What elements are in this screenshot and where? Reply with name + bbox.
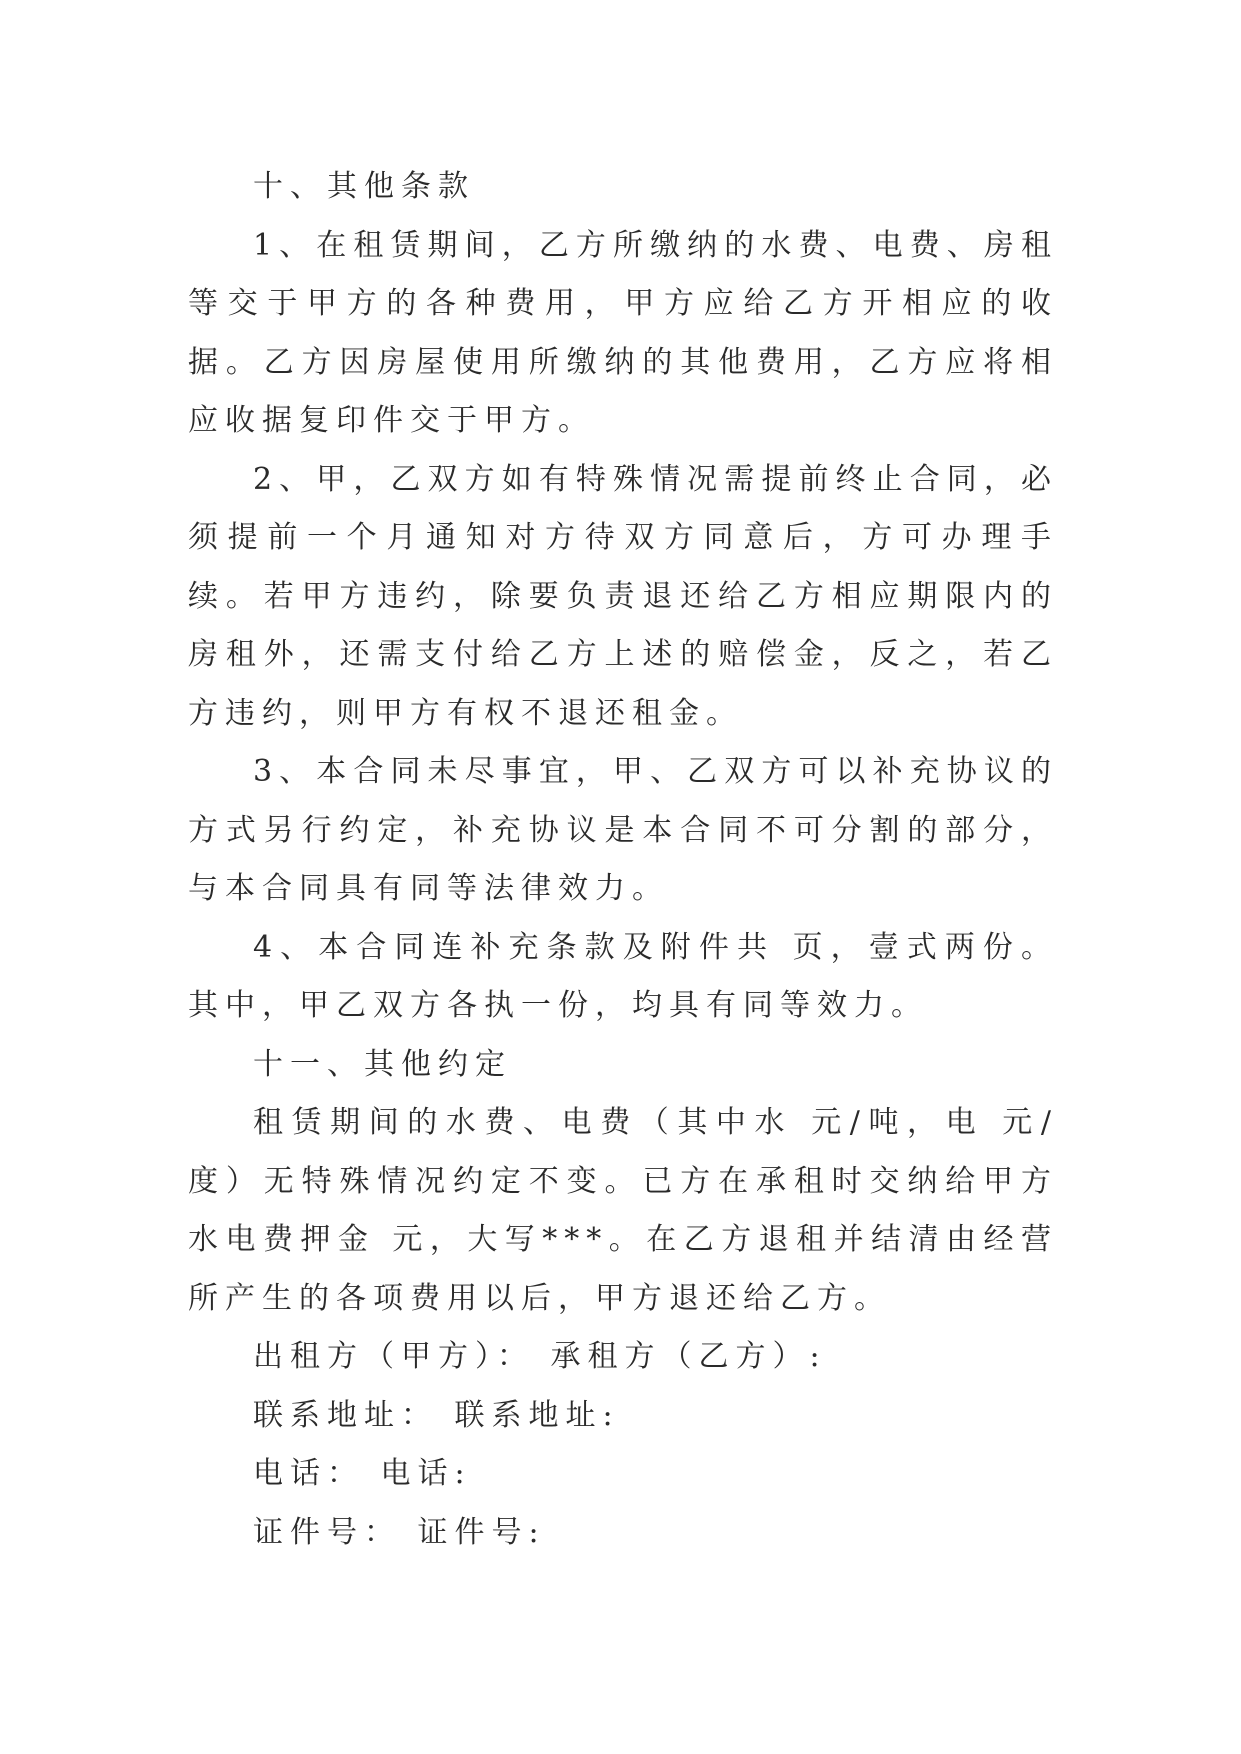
- clause-4-paragraph: 4、本合同连补充条款及附件共 页，壹式两份。其中，甲乙双方各执一份，均具有同等效力。: [188, 929, 1058, 1023]
- signature-line-phone: 电话： 电话:: [253, 1456, 472, 1491]
- utilities-deposit-paragraph: 租赁期间的水费、电费（其中水 元/吨，电 元/度）无特殊情况约定不变。已方在承租时交纳给甲方水电费押金 元，大写***。在乙方退租并结清由经营所产生的各项费用以后，甲方退还给乙方。: [188, 1105, 1058, 1316]
- clause-3-paragraph: 3、本合同未尽事宜，甲、乙双方可以补充协议的方式另行约定，补充协议是本合同不可分割的部分，与本合同具有同等法律效力。: [188, 754, 1058, 906]
- document-body: [188, 158, 1058, 1562]
- section-heading-other-agreements: 十一、其他约定: [253, 1046, 512, 1082]
- clause-1-paragraph: 1、在租赁期间，乙方所缴纳的水费、电费、房租等交于甲方的各种费用，甲方应给乙方开相应的收据。乙方因房屋使用所缴纳的其他费用，乙方应将相应收据复印件交于甲方。: [188, 227, 1058, 438]
- signature-line-parties: 出租方（甲方）： 承租方（乙方）:: [253, 1339, 827, 1374]
- signature-line-address: 联系地址： 联系地址:: [253, 1397, 620, 1433]
- section-heading-other-terms: 十、其他条款: [253, 169, 475, 204]
- signature-line-id-number: 证件号： 证件号:: [253, 1514, 546, 1550]
- clause-2-paragraph: 2、甲，乙双方如有特殊情况需提前终止合同，必须提前一个月通知对方待双方同意后，方可办理手续。若甲方违约，除要负责退还给乙方相应期限内的房租外，还需支付给乙方上述的赔偿金，反之，若乙方违约，则甲方有权不退还租金。: [188, 461, 1058, 731]
